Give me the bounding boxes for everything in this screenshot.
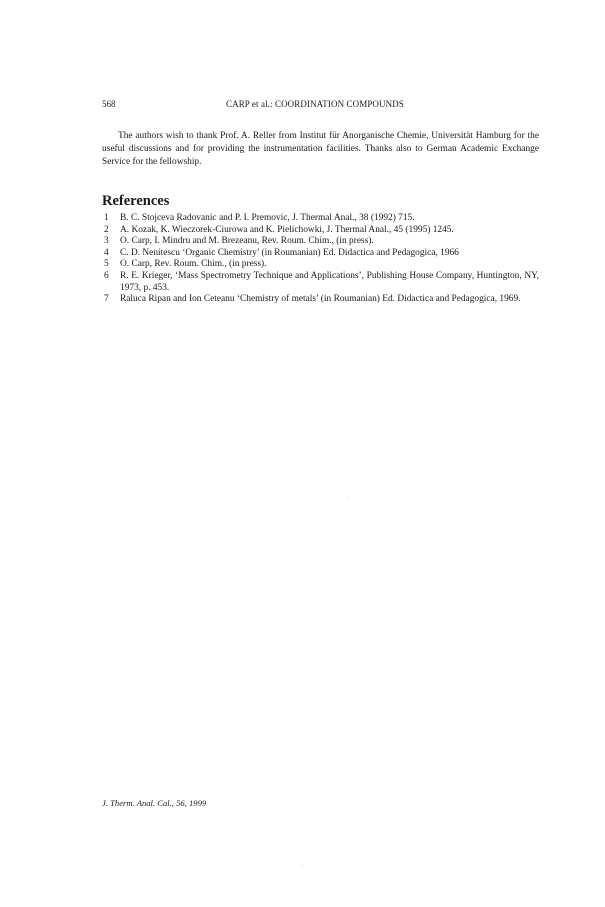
references-heading: References [102, 193, 170, 209]
reference-text: Raluca Ripan and Ion Ceteanu ‘Chemistry of metals’ (in Roumanian) Ed. Didactica and Pedagogica, 1969. [120, 294, 521, 305]
reference-item [102, 225, 539, 237]
reference-number: 4 [104, 247, 109, 258]
reference-item [102, 271, 539, 294]
reference-list [102, 213, 539, 306]
page-number: 568 [102, 99, 116, 109]
scan-speck [302, 865, 303, 866]
reference-item [102, 213, 539, 225]
reference-item [102, 248, 539, 260]
reference-number: 5 [104, 259, 109, 270]
reference-text: R. E. Krieger, ‘Mass Spectrometry Technique and Applications’, Publishing House Company, Huntington, NY, 1973, p. 453. [120, 270, 539, 293]
reference-number: 6 [104, 270, 109, 281]
reference-item [102, 236, 539, 248]
reference-text: B. C. Stojceva Radovanic and P. I. Premovic, J. Thermal Anal., 38 (1992) 715. [120, 213, 415, 223]
reference-text: A. Kozak, K. Wieczorek-Ciurowa and K. Pielichowki, J. Thermal Anal., 45 (1995) 1245. [120, 224, 454, 235]
reference-number: 1 [104, 213, 109, 223]
running-header [102, 97, 522, 111]
scan-speck [347, 497, 348, 498]
reference-text: C. D. Nenitescu ‘Organic Chemistry’ (in Roumanian) Ed. Didactica and Pedagogica, 1966 [120, 247, 459, 258]
running-title: CARP et al.: COORDINATION COMPOUNDS [226, 99, 404, 109]
reference-text: O. Carp, Rev. Roum. Chim., (in press). [120, 259, 267, 270]
reference-text: O. Carp, I. Mindru and M. Brezeanu, Rev. Roum. Chim., (in press). [120, 236, 374, 247]
reference-item [102, 259, 539, 271]
reference-number: 3 [104, 236, 109, 247]
acknowledgement-paragraph: The authors wish to thank Prof. A. Reller from Institut für Anorganische Chemie, Universität Hamburg for the useful discussions and for providing the instrumentation facilities. Thanks also to German Academic Exchange Service for the fellowship. [102, 131, 539, 167]
reference-number: 7 [104, 294, 109, 305]
reference-item [102, 294, 539, 306]
journal-footer: J. Therm. Anal. Cal., 56, 1999 [102, 798, 207, 808]
reference-number: 2 [104, 224, 109, 235]
